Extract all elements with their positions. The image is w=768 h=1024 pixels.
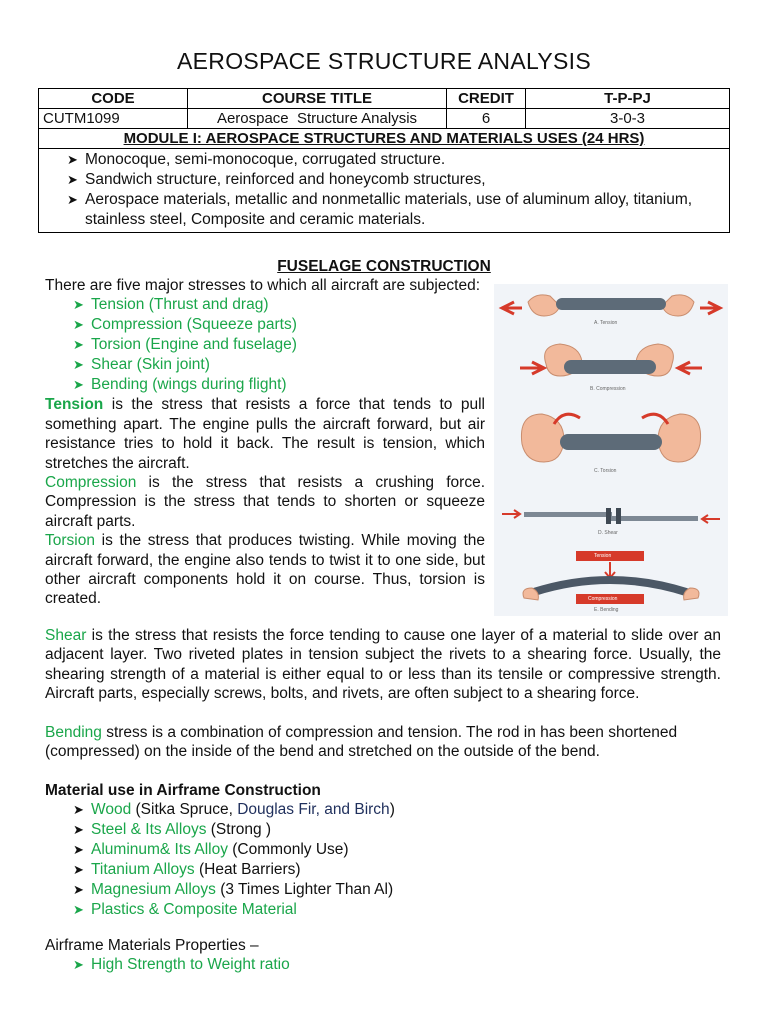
stress-diagram-svg bbox=[494, 284, 728, 616]
header-course-title: COURSE TITLE bbox=[188, 89, 447, 109]
list-item: ➤ Tension (Thrust and drag) bbox=[73, 296, 269, 314]
shear-paragraph: Shear is the stress that resists the force tending to cause one layer of a material to slide over an adjacent layer. Two riveted plates in tension subject the rivets to a shearing force. Usually, the shearing strength of a material is either equal to or less than its tensile or compressive strength. Aircraft parts, especially screws, bolts, and rivets, are often subject to a shearing force. bbox=[45, 627, 721, 703]
arrow-bullet-icon: ➤ bbox=[73, 377, 84, 393]
arrow-bullet-icon: ➤ bbox=[73, 802, 84, 818]
figure-caption-shear: D. Shear bbox=[598, 530, 618, 536]
figure-caption-compression: B. Compression bbox=[590, 386, 626, 392]
table-header-row bbox=[39, 89, 730, 109]
list-item: ➤ Compression (Squeeze parts) bbox=[73, 316, 297, 334]
intro-paragraph: There are five major stresses to which all aircraft are subjected: bbox=[45, 277, 481, 294]
arrow-bullet-icon: ➤ bbox=[67, 172, 78, 187]
list-item: ➤ Magnesium Alloys (3 Times Lighter Than Al) bbox=[73, 881, 394, 899]
arrow-bullet-icon: ➤ bbox=[67, 152, 78, 167]
arrow-bullet-icon: ➤ bbox=[73, 317, 84, 333]
module-heading: MODULE I: AEROSPACE STRUCTURES AND MATERIALS USES (24 HRS) bbox=[39, 129, 730, 149]
page-title: AEROSPACE STRUCTURE ANALYSIS bbox=[177, 48, 591, 74]
course-table bbox=[38, 88, 730, 233]
list-item: ➤ Wood (Sitka Spruce, Douglas Fir, and Birch) bbox=[73, 801, 395, 819]
module-content bbox=[39, 149, 730, 233]
arrow-bullet-icon: ➤ bbox=[73, 297, 84, 313]
table-row bbox=[39, 109, 730, 129]
figure-caption-bending: E. Bending bbox=[594, 607, 619, 613]
properties-heading: Airframe Materials Properties – bbox=[45, 937, 259, 954]
materials-list bbox=[45, 800, 721, 920]
list-item: ➤ Sandwich structure, reinforced and honeycomb structures, bbox=[67, 171, 486, 188]
fuselage-intro-section bbox=[45, 276, 485, 609]
header-credit: CREDIT bbox=[447, 89, 526, 109]
fuselage-heading: FUSELAGE CONSTRUCTION bbox=[277, 258, 491, 275]
list-item: ➤ Titanium Alloys (Heat Barriers) bbox=[73, 861, 301, 879]
cell-credit: 6 bbox=[447, 109, 526, 129]
arrow-bullet-icon: ➤ bbox=[73, 337, 84, 353]
figure-caption-tension: A. Tension bbox=[594, 320, 618, 326]
tension-paragraph: Tension is the stress that resists a force that tends to pull something apart. The engine pulls the aircraft forward, but air resistance tries to hold it back. The result is tension, which stretches the aircraft. bbox=[45, 396, 485, 472]
figure-label-tension: Tension bbox=[594, 553, 612, 559]
arrow-bullet-icon: ➤ bbox=[73, 902, 84, 918]
cell-course-title: Aerospace Structure Analysis bbox=[188, 109, 447, 129]
arrow-bullet-icon: ➤ bbox=[73, 862, 84, 878]
arrow-bullet-icon: ➤ bbox=[73, 957, 84, 973]
list-item: ➤ Steel & Its Alloys (Strong ) bbox=[73, 821, 272, 839]
shear-term: Shear bbox=[45, 627, 87, 644]
tension-term: Tension bbox=[45, 396, 104, 414]
materials-section bbox=[45, 781, 721, 920]
list-item: ➤ Monocoque, semi-monocoque, corrugated structure. bbox=[67, 151, 446, 168]
figure-caption-torsion: C. Torsion bbox=[594, 468, 617, 474]
cell-tppj: 3-0-3 bbox=[526, 109, 730, 129]
torsion-term: Torsion bbox=[45, 532, 95, 550]
stress-illustration bbox=[494, 284, 728, 616]
torsion-paragraph: Torsion is the stress that produces twisting. While moving the aircraft forward, the engine also tends to twist it to one side, but other aircraft components hold it on course. Thus, torsion is created. bbox=[45, 532, 485, 608]
header-code: CODE bbox=[39, 89, 188, 109]
compression-paragraph: Compression is the stress that resists a crushing force. Compression is the stress that tends to shorten or squeeze aircraft parts. bbox=[45, 474, 485, 530]
bending-paragraph: Bending stress is a combination of compression and tension. The rod in has been shortened (compressed) on the inside of the bend and stretched on the outside of the bend. bbox=[45, 724, 678, 761]
list-item: ➤ Aluminum& Its Alloy (Commonly Use) bbox=[73, 841, 349, 859]
module-topic-list bbox=[39, 150, 729, 230]
materials-heading: Material use in Airframe Construction bbox=[45, 782, 321, 799]
list-item: ➤ Torsion (Engine and fuselage) bbox=[73, 336, 297, 354]
compression-term: Compression bbox=[45, 474, 137, 492]
properties-list bbox=[45, 955, 721, 975]
properties-section bbox=[45, 936, 721, 975]
header-tppj: T-P-PJ bbox=[526, 89, 730, 109]
list-item: ➤ High Strength to Weight ratio bbox=[73, 956, 290, 974]
list-item: ➤ Shear (Skin joint) bbox=[73, 356, 210, 374]
arrow-bullet-icon: ➤ bbox=[67, 192, 78, 207]
arrow-bullet-icon: ➤ bbox=[73, 357, 84, 373]
bending-term: Bending bbox=[45, 724, 102, 741]
arrow-bullet-icon: ➤ bbox=[73, 882, 84, 898]
list-item: ➤ Bending (wings during flight) bbox=[73, 376, 287, 394]
figure-label-compression: Compression bbox=[588, 596, 618, 602]
stress-list bbox=[45, 295, 485, 395]
arrow-bullet-icon: ➤ bbox=[73, 842, 84, 858]
cell-code: CUTM1099 bbox=[39, 109, 188, 129]
list-item: ➤ Aerospace materials, metallic and nonmetallic materials, use of aluminum alloy, titanium, stainless steel, Composite and ceramic materials. bbox=[67, 191, 693, 228]
list-item: ➤ Plastics & Composite Material bbox=[73, 901, 297, 919]
arrow-bullet-icon: ➤ bbox=[73, 822, 84, 838]
